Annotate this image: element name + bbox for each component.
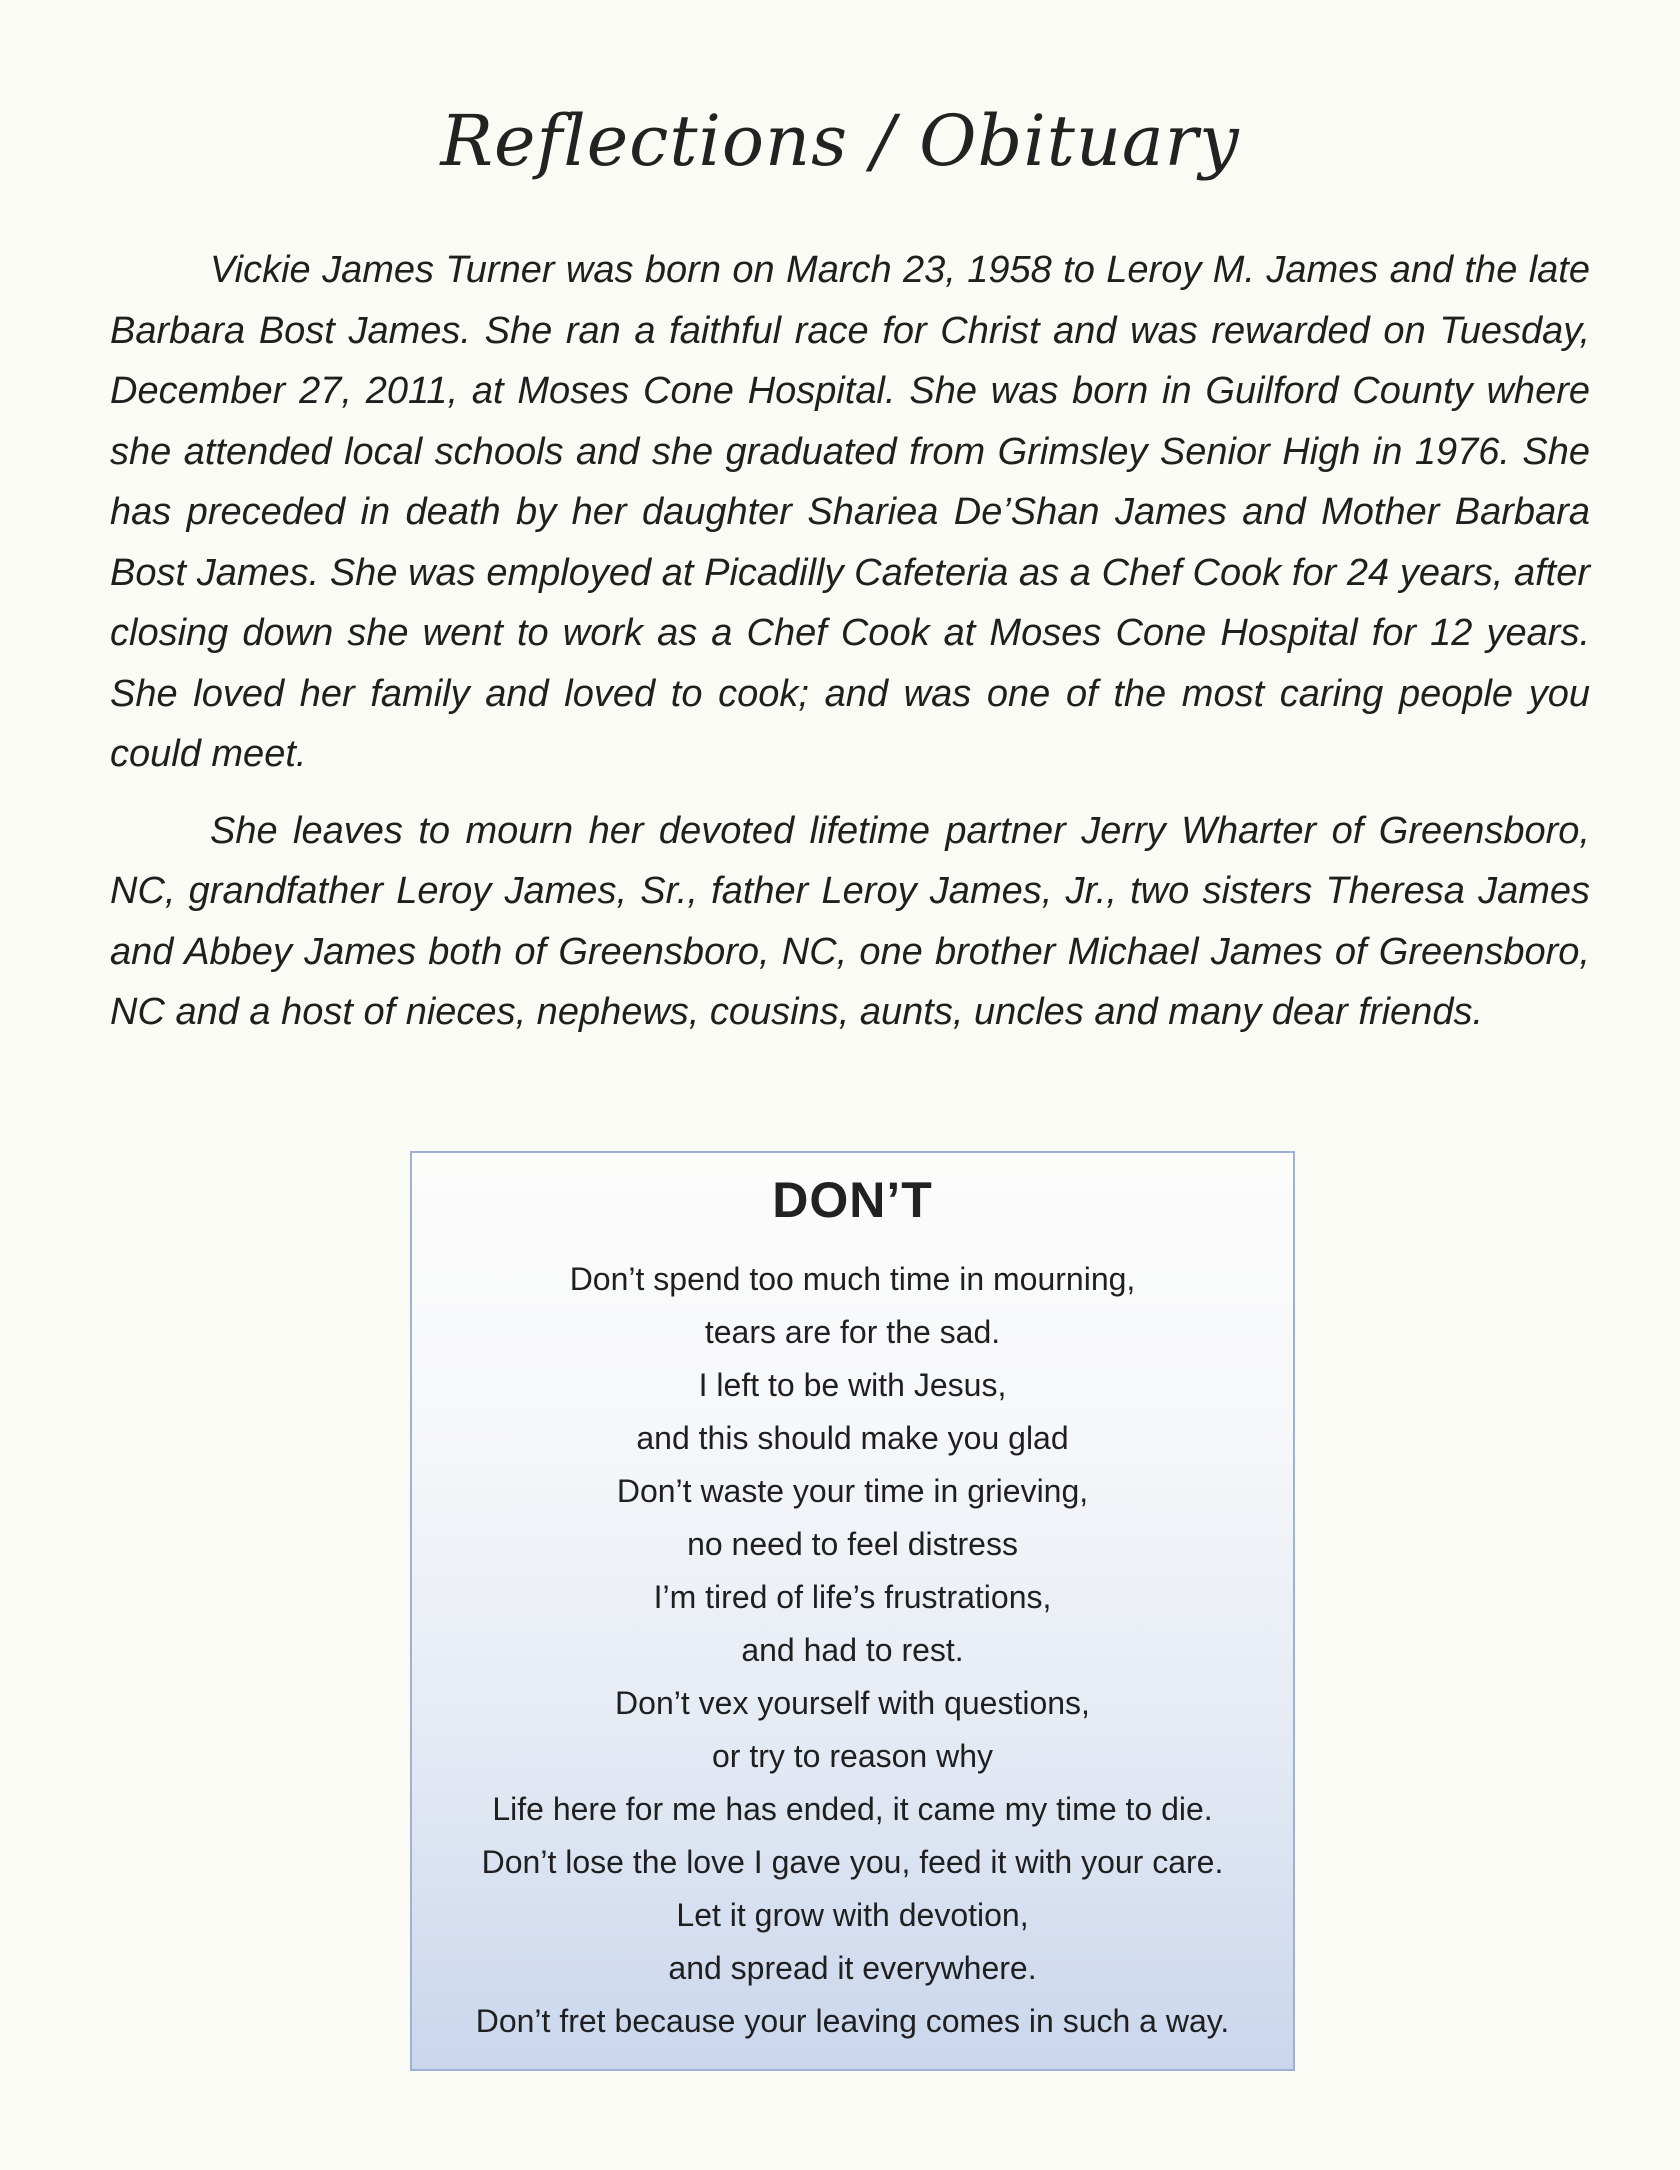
poem-title: DON’T <box>772 1172 933 1228</box>
poem-line: and had to rest. <box>741 1632 964 1668</box>
poem-line: Let it grow with devotion, <box>676 1897 1029 1933</box>
poem-line: I’m tired of life’s frustrations, <box>653 1579 1052 1615</box>
poem-line: or try to reason why <box>712 1738 993 1774</box>
poem-line: Don’t fret because your leaving comes in such a way. <box>475 2003 1230 2039</box>
poem-line: Don’t waste your time in grieving, <box>616 1473 1089 1509</box>
poem-box <box>410 1151 1295 2071</box>
poem-line: Don’t spend too much time in mourning, <box>569 1261 1136 1297</box>
poem-line: and this should make you glad <box>636 1420 1069 1456</box>
poem-lines <box>412 1253 1293 2048</box>
poem-line: and spread it everywhere. <box>668 1950 1037 1986</box>
obituary-body <box>110 240 1590 1043</box>
page-title: Reflections / Obituary <box>440 100 1240 182</box>
poem-line: Life here for me has ended, it came my time to die. <box>492 1791 1213 1827</box>
poem-line: tears are for the sad. <box>704 1314 1001 1350</box>
poem-line: no need to feel distress <box>687 1526 1018 1562</box>
obituary-paragraph-1: Vickie James Turner was born on March 23, 1958 to Leroy M. James and the late Barbara Bost James. She ran a faithful race for Christ and was rewarded on Tuesday, December 27, 2011, at Moses Cone Hospital. She was born in Guilford County where she attended local schools and she graduated from Grimsley Senior High in 1976. She has preceded in death by her daughter Shariea De’Shan James and Mother Barbara Bost James. She was employed at Picadilly Cafeteria as a Chef Cook for 24 years, after closing down she went to work as a Chef Cook at Moses Cone Hospital for 12 years. She loved her family and loved to cook; and was one of the most caring people you could meet. <box>110 249 1590 775</box>
poem-line: I left to be with Jesus, <box>698 1367 1007 1403</box>
poem-line: Don’t lose the love I gave you, feed it with your care. <box>481 1844 1224 1880</box>
poem-line: Don’t vex yourself with questions, <box>615 1685 1090 1721</box>
obituary-paragraph-2: She leaves to mourn her devoted lifetime partner Jerry Wharter of Greensboro, NC, grandfather Leroy James, Sr., father Leroy James, Jr., two sisters Theresa James and Abbey James both of Greensboro, NC, one brother Michael James of Greensboro, NC and a host of nieces, nephews, cousins, aunts, uncles and many dear friends. <box>110 809 1590 1033</box>
